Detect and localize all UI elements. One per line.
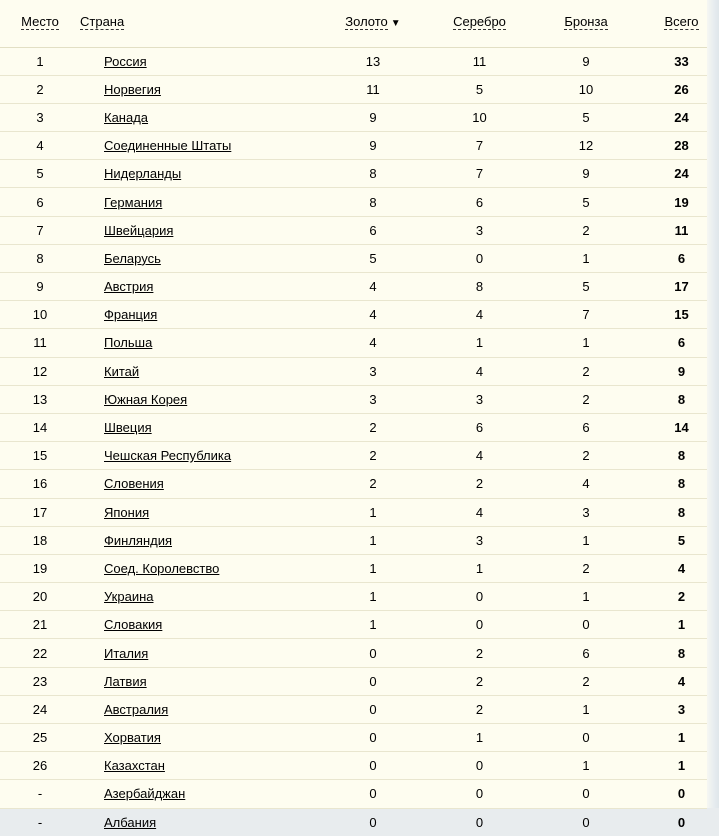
silver-cell: 1 (443, 329, 516, 357)
country-cell (80, 526, 303, 554)
page-background-edge (707, 0, 719, 808)
silver-cell: 6 (443, 413, 516, 441)
header-country[interactable] (80, 0, 303, 47)
country-cell (80, 498, 303, 526)
total-cell: 9 (656, 357, 707, 385)
country-cell (80, 47, 303, 75)
rank-cell: 9 (0, 273, 80, 301)
gold-cell: 1 (303, 583, 443, 611)
total-cell: 2 (656, 583, 707, 611)
gold-cell: 0 (303, 752, 443, 780)
rank-cell: 18 (0, 526, 80, 554)
header-total-label[interactable]: Всего (664, 14, 699, 29)
country-link[interactable]: Азербайджан (104, 786, 186, 802)
silver-cell: 3 (443, 216, 516, 244)
bronze-cell: 12 (516, 132, 656, 160)
country-cell (80, 808, 303, 836)
total-cell: 8 (656, 385, 707, 413)
country-link[interactable]: Словакия (104, 617, 163, 633)
total-cell: 0 (656, 780, 707, 808)
gold-cell: 3 (303, 385, 443, 413)
silver-cell: 1 (443, 554, 516, 582)
table-row (0, 273, 707, 301)
table-row (0, 47, 707, 75)
total-cell: 8 (656, 498, 707, 526)
country-cell (80, 357, 303, 385)
country-cell (80, 752, 303, 780)
bronze-cell: 0 (516, 808, 656, 836)
rank-cell: 19 (0, 554, 80, 582)
rank-cell: 16 (0, 470, 80, 498)
country-cell (80, 442, 303, 470)
gold-cell: 0 (303, 639, 443, 667)
country-link[interactable]: Швеция (104, 420, 152, 436)
total-cell: 1 (656, 724, 707, 752)
table-row (0, 244, 707, 272)
table-row (0, 780, 707, 808)
table-row (0, 75, 707, 103)
total-cell: 6 (656, 244, 707, 272)
country-link[interactable]: Россия (104, 53, 147, 69)
silver-cell: 2 (443, 470, 516, 498)
country-cell (80, 554, 303, 582)
country-link[interactable]: Япония (104, 504, 150, 520)
country-cell (80, 103, 303, 131)
bronze-cell: 3 (516, 498, 656, 526)
country-link[interactable]: Финляндия (104, 532, 173, 548)
total-cell: 26 (656, 75, 707, 103)
gold-cell: 4 (303, 273, 443, 301)
total-cell: 24 (656, 103, 707, 131)
header-rank-label[interactable]: Место (21, 14, 59, 29)
silver-cell: 4 (443, 498, 516, 526)
country-cell (80, 273, 303, 301)
table-row (0, 413, 707, 441)
silver-cell: 8 (443, 273, 516, 301)
gold-cell: 8 (303, 188, 443, 216)
bronze-cell: 2 (516, 357, 656, 385)
gold-cell: 8 (303, 160, 443, 188)
table-row (0, 216, 707, 244)
silver-cell: 2 (443, 639, 516, 667)
table-row (0, 357, 707, 385)
total-cell: 8 (656, 639, 707, 667)
bronze-cell: 1 (516, 526, 656, 554)
country-link[interactable]: Хорватия (104, 730, 161, 746)
bronze-cell: 2 (516, 442, 656, 470)
country-cell (80, 216, 303, 244)
silver-cell: 0 (443, 244, 516, 272)
country-link[interactable]: Беларусь (104, 250, 161, 266)
bronze-cell: 1 (516, 695, 656, 723)
silver-cell: 10 (443, 103, 516, 131)
gold-cell: 4 (303, 301, 443, 329)
country-link[interactable]: Албания (104, 814, 157, 830)
country-link[interactable]: Южная Корея (104, 391, 188, 407)
country-link[interactable]: Швейцария (104, 222, 174, 238)
total-cell: 24 (656, 160, 707, 188)
country-cell (80, 724, 303, 752)
total-cell: 5 (656, 526, 707, 554)
total-cell: 4 (656, 667, 707, 695)
country-link[interactable]: Нидерланды (104, 166, 182, 182)
country-link[interactable]: Китай (104, 363, 140, 379)
gold-cell: 6 (303, 216, 443, 244)
silver-cell: 0 (443, 752, 516, 780)
bronze-cell: 6 (516, 639, 656, 667)
country-link[interactable]: Канада (104, 109, 149, 125)
rank-cell: 6 (0, 188, 80, 216)
gold-cell: 4 (303, 329, 443, 357)
bronze-cell: 0 (516, 611, 656, 639)
silver-cell: 3 (443, 385, 516, 413)
table-header-row (0, 0, 707, 47)
silver-cell: 0 (443, 780, 516, 808)
country-link[interactable]: Франция (104, 307, 158, 323)
rank-cell: 2 (0, 75, 80, 103)
bronze-cell: 5 (516, 273, 656, 301)
silver-cell: 2 (443, 667, 516, 695)
country-cell (80, 470, 303, 498)
total-cell: 33 (656, 47, 707, 75)
medal-table-body (0, 47, 707, 836)
country-link[interactable]: Словения (104, 476, 164, 492)
table-row (0, 188, 707, 216)
gold-cell: 0 (303, 724, 443, 752)
total-cell: 15 (656, 301, 707, 329)
gold-cell: 5 (303, 244, 443, 272)
total-cell: 1 (656, 611, 707, 639)
table-row (0, 639, 707, 667)
total-cell: 11 (656, 216, 707, 244)
table-row (0, 385, 707, 413)
gold-cell: 0 (303, 808, 443, 836)
rank-cell: 25 (0, 724, 80, 752)
total-cell: 28 (656, 132, 707, 160)
table-row (0, 132, 707, 160)
bronze-cell: 0 (516, 780, 656, 808)
rank-cell: 23 (0, 667, 80, 695)
rank-cell: 21 (0, 611, 80, 639)
silver-cell: 3 (443, 526, 516, 554)
gold-cell: 1 (303, 526, 443, 554)
rank-cell: 22 (0, 639, 80, 667)
bronze-cell: 0 (516, 724, 656, 752)
rank-cell: 7 (0, 216, 80, 244)
table-row (0, 329, 707, 357)
country-cell (80, 329, 303, 357)
total-cell: 0 (656, 808, 707, 836)
table-row (0, 752, 707, 780)
total-cell: 4 (656, 554, 707, 582)
rank-cell: - (0, 808, 80, 836)
header-silver-label[interactable]: Серебро (453, 14, 506, 29)
bronze-cell: 1 (516, 752, 656, 780)
country-cell (80, 132, 303, 160)
silver-cell: 7 (443, 132, 516, 160)
country-link[interactable]: Соед. Королевство (104, 560, 220, 576)
bronze-cell: 6 (516, 413, 656, 441)
gold-cell: 13 (303, 47, 443, 75)
country-link[interactable]: Австралия (104, 701, 169, 717)
header-total[interactable] (656, 0, 707, 47)
total-cell: 6 (656, 329, 707, 357)
header-silver[interactable] (443, 0, 516, 47)
silver-cell: 4 (443, 301, 516, 329)
total-cell: 1 (656, 752, 707, 780)
bronze-cell: 5 (516, 188, 656, 216)
gold-cell: 2 (303, 470, 443, 498)
sort-desc-icon: ▼ (390, 18, 401, 29)
table-row (0, 724, 707, 752)
total-cell: 19 (656, 188, 707, 216)
country-cell (80, 75, 303, 103)
total-cell: 8 (656, 442, 707, 470)
rank-cell: 15 (0, 442, 80, 470)
country-cell (80, 301, 303, 329)
rank-cell: 5 (0, 160, 80, 188)
table-row (0, 554, 707, 582)
table-row (0, 103, 707, 131)
country-link[interactable]: Казахстан (104, 758, 165, 774)
rank-cell: 26 (0, 752, 80, 780)
silver-cell: 0 (443, 611, 516, 639)
rank-cell: 8 (0, 244, 80, 272)
header-bronze[interactable] (516, 0, 656, 47)
silver-cell: 0 (443, 583, 516, 611)
bronze-cell: 2 (516, 667, 656, 695)
country-link[interactable]: Латвия (104, 673, 147, 689)
silver-cell: 0 (443, 808, 516, 836)
table-row (0, 583, 707, 611)
gold-cell: 2 (303, 413, 443, 441)
gold-cell: 1 (303, 611, 443, 639)
table-row (0, 808, 707, 836)
rank-cell: 13 (0, 385, 80, 413)
country-link[interactable]: Соединенные Штаты (104, 138, 232, 154)
bronze-cell: 2 (516, 554, 656, 582)
gold-cell: 1 (303, 498, 443, 526)
silver-cell: 6 (443, 188, 516, 216)
country-cell (80, 244, 303, 272)
silver-cell: 4 (443, 357, 516, 385)
silver-cell: 5 (443, 75, 516, 103)
country-cell (80, 385, 303, 413)
bronze-cell: 2 (516, 216, 656, 244)
bronze-cell: 9 (516, 47, 656, 75)
country-cell (80, 413, 303, 441)
country-link[interactable]: Австрия (104, 279, 154, 295)
silver-cell: 2 (443, 695, 516, 723)
total-cell: 3 (656, 695, 707, 723)
country-link[interactable]: Германия (104, 194, 163, 210)
total-cell: 8 (656, 470, 707, 498)
country-cell (80, 160, 303, 188)
gold-cell: 2 (303, 442, 443, 470)
silver-cell: 11 (443, 47, 516, 75)
country-cell (80, 667, 303, 695)
bronze-cell: 10 (516, 75, 656, 103)
table-row (0, 695, 707, 723)
bronze-cell: 1 (516, 329, 656, 357)
bronze-cell: 9 (516, 160, 656, 188)
gold-cell: 0 (303, 667, 443, 695)
header-country-label[interactable]: Страна (80, 14, 125, 29)
table-row (0, 160, 707, 188)
country-link[interactable]: Норвегия (104, 81, 161, 97)
table-row (0, 470, 707, 498)
total-cell: 14 (656, 413, 707, 441)
country-cell (80, 780, 303, 808)
silver-cell: 1 (443, 724, 516, 752)
bronze-cell: 4 (516, 470, 656, 498)
country-cell (80, 639, 303, 667)
table-row (0, 667, 707, 695)
rank-cell: 1 (0, 47, 80, 75)
gold-cell: 11 (303, 75, 443, 103)
country-cell (80, 188, 303, 216)
country-cell (80, 611, 303, 639)
rank-cell: - (0, 780, 80, 808)
rank-cell: 20 (0, 583, 80, 611)
silver-cell: 4 (443, 442, 516, 470)
rank-cell: 10 (0, 301, 80, 329)
rank-cell: 4 (0, 132, 80, 160)
country-cell (80, 583, 303, 611)
rank-cell: 17 (0, 498, 80, 526)
country-cell (80, 695, 303, 723)
rank-cell: 3 (0, 103, 80, 131)
gold-cell: 9 (303, 103, 443, 131)
rank-cell: 11 (0, 329, 80, 357)
table-row (0, 611, 707, 639)
header-gold-label[interactable]: Золото (345, 14, 388, 29)
rank-cell: 12 (0, 357, 80, 385)
rank-cell: 24 (0, 695, 80, 723)
table-row (0, 301, 707, 329)
bronze-cell: 7 (516, 301, 656, 329)
country-link[interactable]: Польша (104, 335, 153, 351)
gold-cell: 1 (303, 554, 443, 582)
table-row (0, 526, 707, 554)
bronze-cell: 2 (516, 385, 656, 413)
total-cell: 17 (656, 273, 707, 301)
gold-cell: 3 (303, 357, 443, 385)
gold-cell: 9 (303, 132, 443, 160)
bronze-cell: 1 (516, 583, 656, 611)
silver-cell: 7 (443, 160, 516, 188)
gold-cell: 0 (303, 780, 443, 808)
gold-cell: 0 (303, 695, 443, 723)
country-link[interactable]: Чешская Республика (104, 448, 232, 464)
bronze-cell: 5 (516, 103, 656, 131)
table-row (0, 442, 707, 470)
table-row (0, 498, 707, 526)
rank-cell: 14 (0, 413, 80, 441)
header-gold[interactable] (303, 0, 443, 47)
bronze-cell: 1 (516, 244, 656, 272)
country-link[interactable]: Италия (104, 645, 149, 661)
header-bronze-label[interactable]: Бронза (564, 14, 608, 29)
country-link[interactable]: Украина (104, 589, 154, 605)
header-rank[interactable] (0, 0, 80, 47)
